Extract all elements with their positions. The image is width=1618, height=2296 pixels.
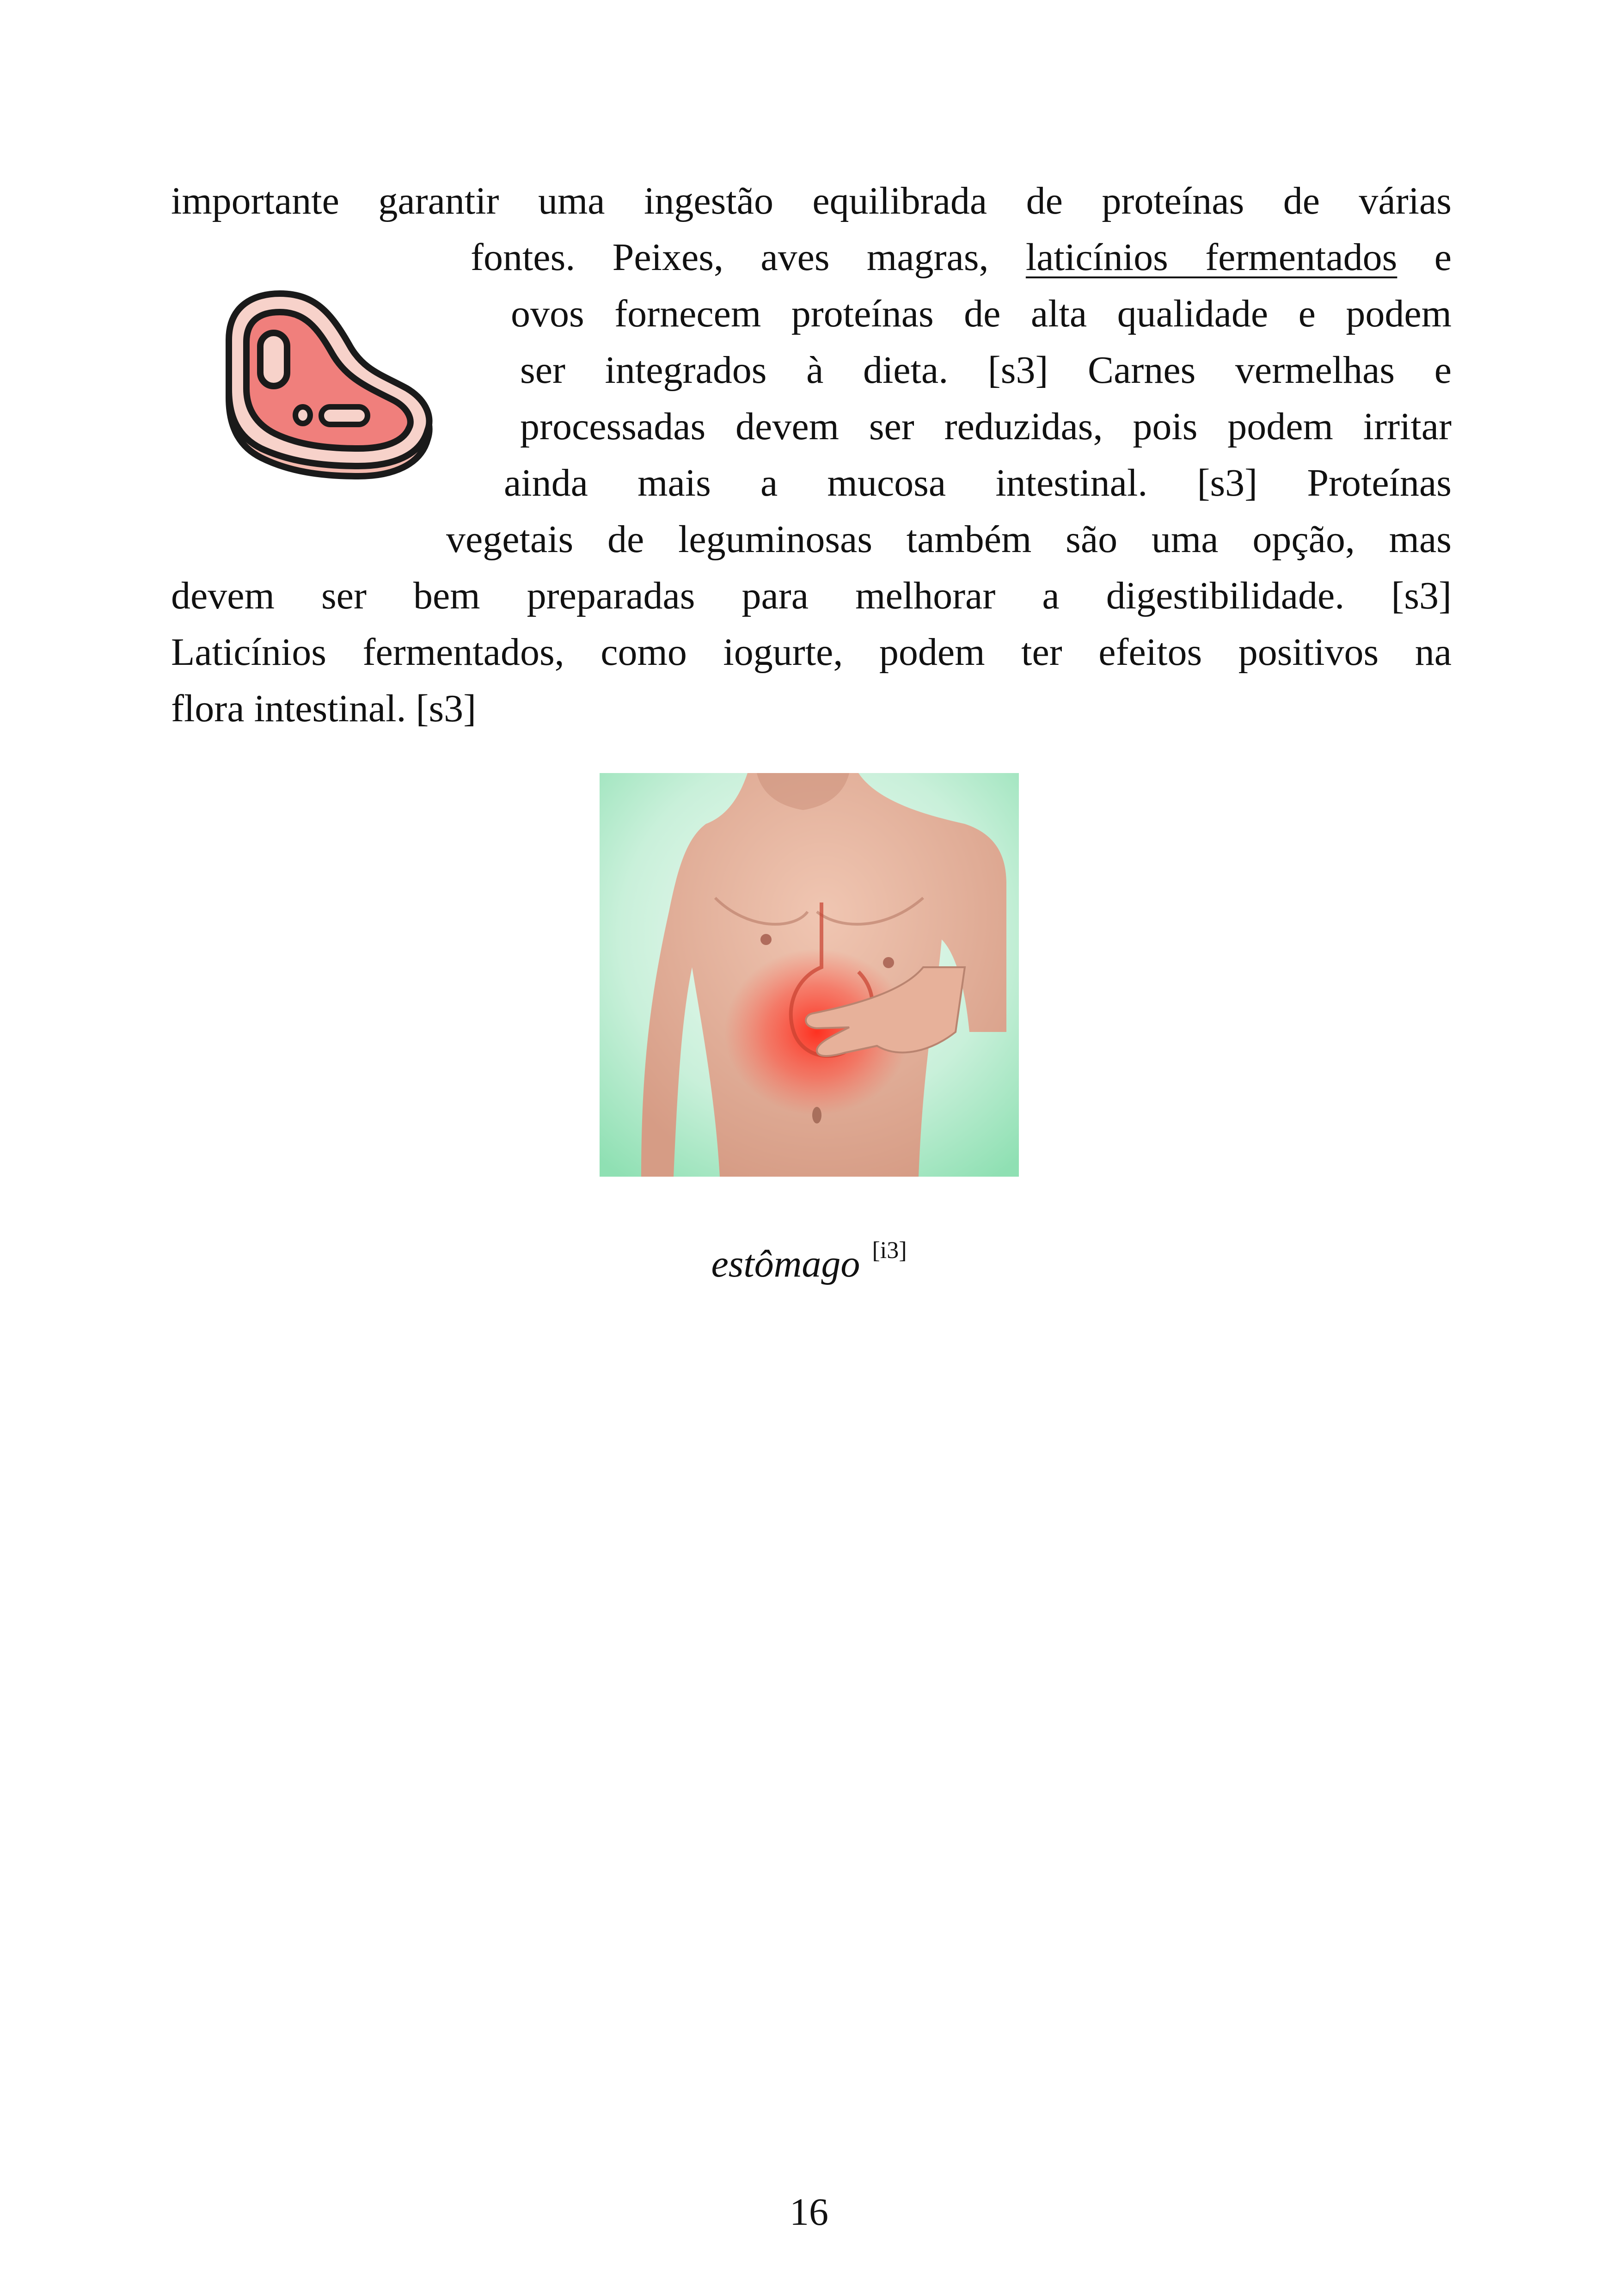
caption-text: estômago [711, 1242, 860, 1285]
body-text-line: Laticínios fermentados, como iogurte, podem ter efeitos positivos na [171, 631, 1452, 674]
body-text-line: flora intestinal. [s3] [171, 687, 477, 730]
body-text-line: importante garantir uma ingestão equilibrada de proteínas de várias [171, 179, 1452, 222]
stomach-illustration [600, 773, 1019, 1177]
body-text-line: ainda mais a mucosa intestinal. [s3] Proteínas [504, 461, 1452, 504]
body-text-line: processadas devem ser reduzidas, pois podem irritar [520, 405, 1452, 448]
body-text-segment: fontes. Peixes, aves magras, [471, 236, 989, 279]
body-text-line: ovos fornecem proteínas de alta qualidade e podem [511, 292, 1452, 335]
body-text-line [471, 229, 1452, 286]
figure-caption [0, 1225, 1618, 1289]
page-number: 16 [790, 2191, 828, 2234]
body-text-line: vegetais de leguminosas também são uma opção, mas [446, 518, 1452, 561]
body-text-line: ser integrados à dieta. [s3] Carnes vermelhas e [520, 349, 1452, 392]
meat-steak-icon [210, 287, 446, 485]
body-text-segment: e [1434, 236, 1452, 279]
stomach-photo [600, 773, 1019, 1177]
image-reference: [i3] [872, 1237, 907, 1264]
link-laticinios-fermentados[interactable]: laticínios fermentados [1025, 236, 1397, 279]
body-text-line: devem ser bem preparadas para melhorar a digestibilidade. [s3] [171, 574, 1452, 617]
